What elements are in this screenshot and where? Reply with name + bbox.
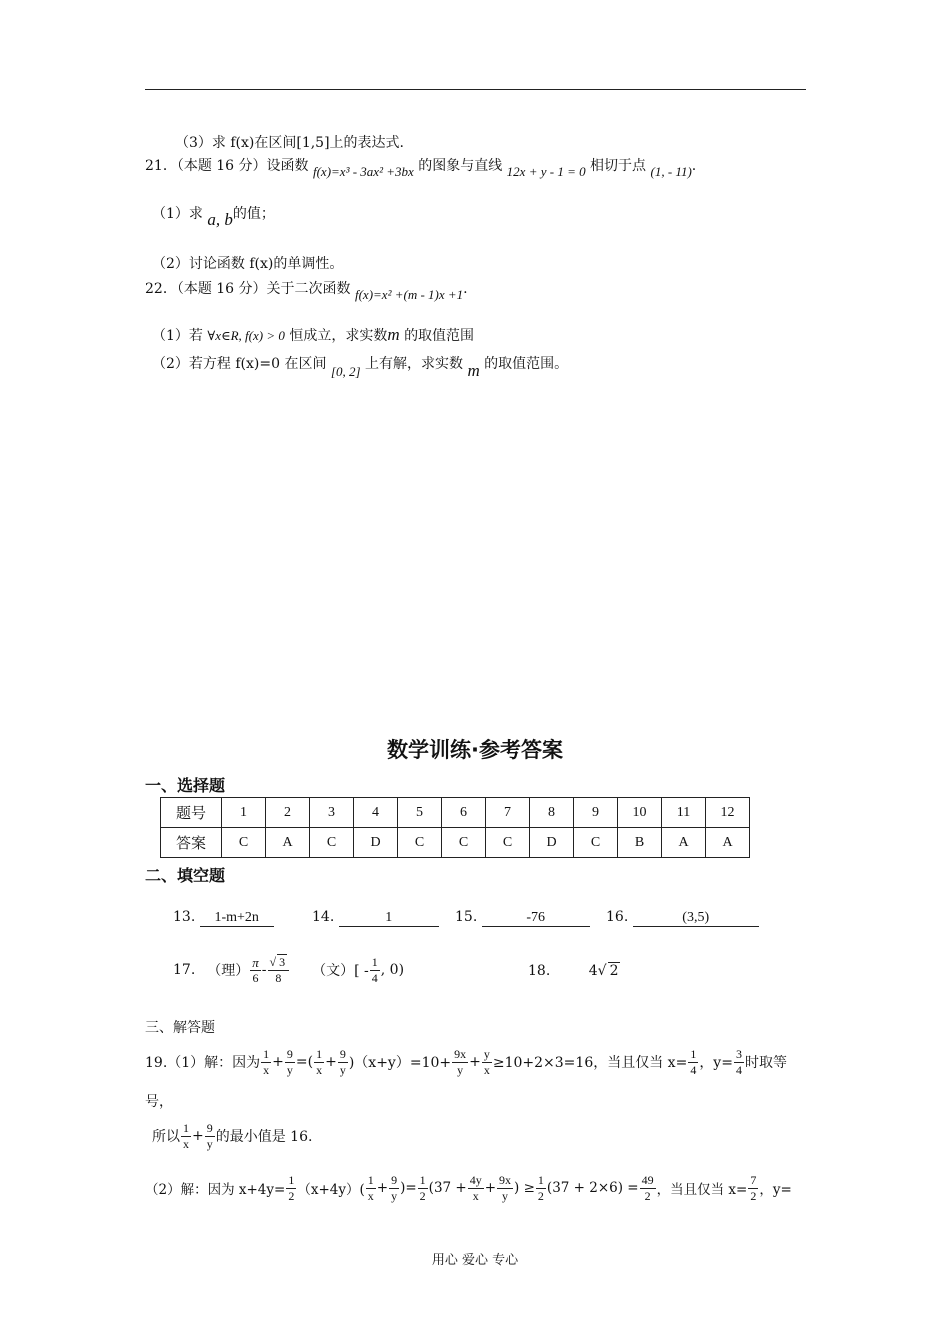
fraction: $\frac{1}{x}$ <box>263 1046 270 1077</box>
table-cell: 9 <box>574 798 618 828</box>
fraction: $\frac{1}{x}$ <box>316 1046 323 1077</box>
fill-q13: 13. 1-m+2n <box>173 909 274 927</box>
table-cell: D <box>354 828 398 858</box>
q19-part2-line1: （2）解：因为 x+4y= $\frac{1}{2}$ （x+4y）( $\frac{1}{x}$ + $\frac{9}{y}$ )= $\frac{1}{2}$ (37 + $\frac{4y}{x}$ + $\frac{9x}{y}$ ) ≥ $\frac{1}{2}$ (37 + 2×6) = $\frac{49}{2}$ ，当且仅当 x= $\frac{7}{2}$ ，y= <box>145 1172 792 1203</box>
fraction: $\frac{1}{x}$ <box>367 1172 374 1203</box>
fraction: $\frac{1}{4}$ <box>690 1046 697 1077</box>
q21-part2: （2）讨论函数 f(x)的单调性。 <box>152 256 344 272</box>
q20-part3: （3）求 f(x)在区间[1,5]上的表达式. <box>175 135 404 151</box>
table-cell: A <box>266 828 310 858</box>
fraction: $\frac{9x}{y}$ <box>499 1172 512 1203</box>
q21-prefix: 21．（本题 16 分）设函数 <box>145 158 309 174</box>
fraction: $\frac{y}{x}$ <box>483 1046 490 1077</box>
q22-interval: [0, 2] <box>330 364 361 379</box>
table-cell: 8 <box>530 798 574 828</box>
header-rule <box>145 89 806 90</box>
fill-q18: 18. 4√ 2 <box>528 963 619 979</box>
table-cell: 7 <box>486 798 530 828</box>
table-cell: 2 <box>266 798 310 828</box>
q22-part1: （1）若 ∀x∈R, f(x) > 0 恒成立，求实数m 的取值范围 <box>152 325 475 344</box>
table-cell: C <box>310 828 354 858</box>
fill-q15: 15. -76 <box>455 909 590 927</box>
fraction: $\frac{4y}{x}$ <box>469 1172 482 1203</box>
fraction: $\frac{1}{4}$ <box>371 954 378 985</box>
fraction: $\frac{1}{2}$ <box>419 1172 426 1203</box>
table-cell: A <box>706 828 750 858</box>
q22-condition: ∀x∈R, f(x) > 0 <box>207 328 285 343</box>
section-choice: 一、选择题 <box>145 776 226 795</box>
q22-part2: （2）若方程 f(x)=0 在区间 [0, 2] 上有解，求实数 m 的取值范围。 <box>152 356 569 380</box>
table-cell: 1 <box>222 798 266 828</box>
table-cell: A <box>662 828 706 858</box>
table-cell: 6 <box>442 798 486 828</box>
fill-q13-answer: 1-m+2n <box>200 910 274 927</box>
q21-line: 12x + y - 1 = 0 <box>506 164 586 179</box>
table-cell: 12 <box>706 798 750 828</box>
fraction: $\frac{7}{2}$ <box>750 1172 757 1203</box>
q21-mid2: 相切于点 <box>590 158 647 174</box>
section-fill: 二、填空题 <box>145 866 226 885</box>
q21-stem <box>145 155 697 179</box>
table-cell: C <box>398 828 442 858</box>
q21-point: (1, - 11) <box>650 164 692 179</box>
fraction: $\frac{9}{y}$ <box>339 1046 346 1077</box>
table-cell: 5 <box>398 798 442 828</box>
table-cell: C <box>574 828 618 858</box>
q21-function: f(x)=x³ - 3ax² +3bx <box>312 164 414 179</box>
q19-part1-line3: 所以 $\frac{1}{x}$ + $\frac{9}{y}$ 的最小值是 16. <box>152 1120 313 1151</box>
fill-q14-answer: 1 <box>339 910 439 927</box>
q22-function: f(x)=x² +(m - 1)x +1 <box>354 287 464 302</box>
table-row <box>161 828 750 858</box>
fill-q16-answer: (3,5) <box>633 910 759 927</box>
fraction: $\frac{9}{y}$ <box>206 1120 213 1151</box>
fill-q15-answer: -76 <box>482 910 590 927</box>
q19-part1-line1: 19.（1）解：因为 $\frac{1}{x}$ + $\frac{9}{y}$ =( $\frac{1}{x}$ + $\frac{9}{y}$ )（x+y）=10+ $\frac{9x}{y}$ + $\frac{y}{x}$ ≥10+2×3=16，当且仅当 x= $\frac{1}{4}$ ，y= $\frac{3}{4}$ 时取等 <box>145 1046 787 1077</box>
q21-end: . <box>691 158 697 174</box>
table-cell: 11 <box>662 798 706 828</box>
fraction: $\frac{1}{2}$ <box>537 1172 544 1203</box>
fraction: $\frac{1}{2}$ <box>288 1172 295 1203</box>
fraction: $\frac{49}{2}$ <box>641 1172 654 1203</box>
fill-q17: 17. （理） $\frac{\pi}{6}$ - $\frac{√ 3}{8}$ （文）[ - $\frac{1}{4}$ , 0) <box>173 954 405 985</box>
fraction: $\frac{9x}{y}$ <box>454 1046 467 1077</box>
fraction: $\frac{√ 3}{8}$ <box>268 954 290 986</box>
page-footer: 用心 爱心 专心 <box>431 1253 519 1268</box>
table-header-cell: 答案 <box>161 828 222 858</box>
fraction: $\frac{1}{x}$ <box>183 1120 189 1151</box>
table-cell: 3 <box>310 798 354 828</box>
table-cell: B <box>618 828 662 858</box>
fraction: $\frac{\pi}{6}$ <box>252 954 259 985</box>
answers-title: 数学训练·参考答案 <box>387 738 563 762</box>
q21-mid: 的图象与直线 <box>418 158 503 174</box>
answer-table <box>160 797 750 858</box>
fraction: $\frac{9}{y}$ <box>391 1172 398 1203</box>
q19-part1-line2: 号， <box>145 1094 173 1110</box>
table-cell: C <box>486 828 530 858</box>
table-cell: D <box>530 828 574 858</box>
q21-vars: a, b <box>207 210 233 229</box>
fraction: $\frac{3}{4}$ <box>735 1046 742 1077</box>
sqrt-radicand: 2 <box>609 963 619 979</box>
fill-q14: 14. 1 <box>312 909 439 927</box>
table-header-cell: 题号 <box>161 798 222 828</box>
table-cell: 4 <box>354 798 398 828</box>
section-solution: 三、解答题 <box>145 1020 215 1036</box>
table-cell: C <box>442 828 486 858</box>
table-cell: C <box>222 828 266 858</box>
q21-part1: （1）求 a, b的值； <box>152 206 275 229</box>
q22-stem: 22．（本题 16 分）关于二次函数 f(x)=x² +(m - 1)x +1. <box>145 281 468 302</box>
table-cell: 10 <box>618 798 662 828</box>
table-row <box>161 798 750 828</box>
fill-q16: 16. (3,5) <box>606 909 759 927</box>
fraction: $\frac{9}{y}$ <box>286 1046 293 1077</box>
